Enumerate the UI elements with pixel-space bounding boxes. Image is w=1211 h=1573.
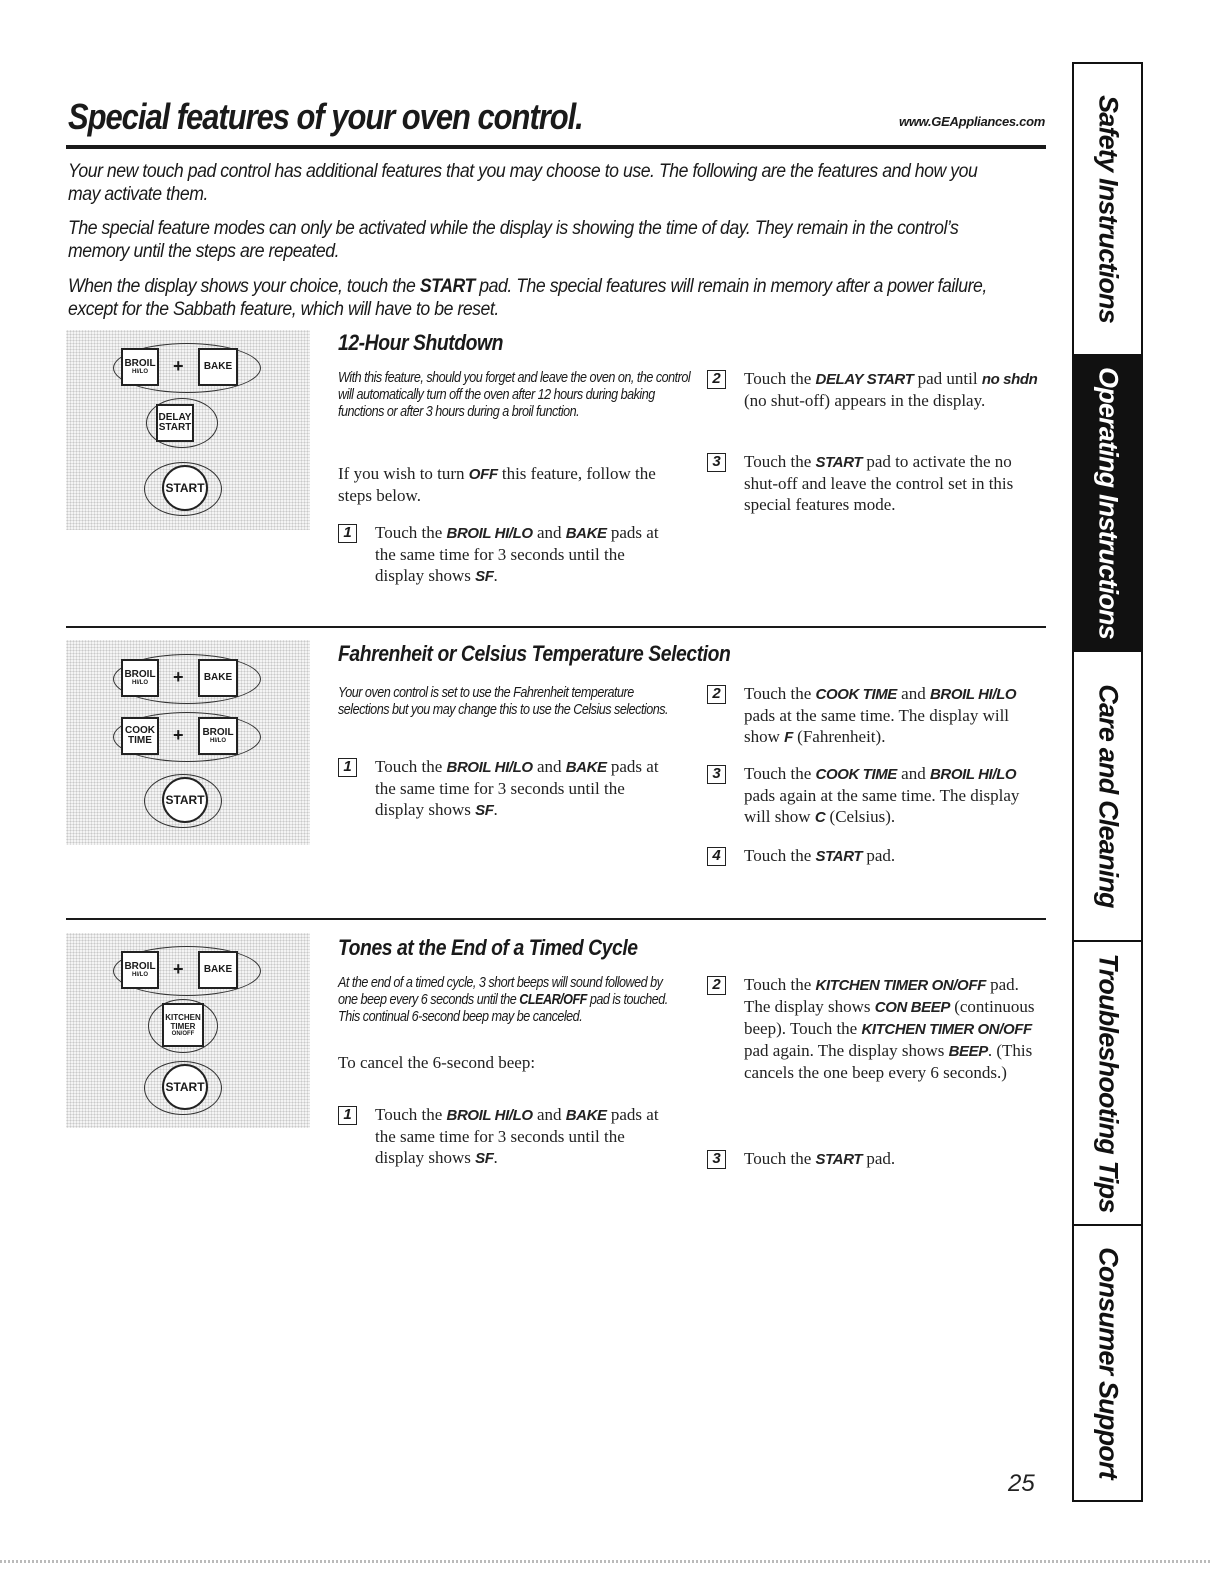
bake-pad: BAKE: [198, 951, 238, 989]
intro-paragraph-1: Your new touch pad control has additional features that you may choose to use. The following are the features and how you may activate them.: [68, 161, 978, 205]
start-pad: START: [162, 465, 208, 511]
broil-pad: BROIL HI/LO: [198, 717, 238, 755]
step-number: 3: [707, 765, 726, 784]
section-tabs: [1072, 62, 1143, 1502]
section-divider: [66, 626, 1046, 628]
page-number: 25: [1008, 1470, 1035, 1497]
scan-edge: [0, 1560, 1211, 1563]
section-lead: At the end of a timed cycle, 3 short beeps will sound followed by one beep every 6 seconds until the CLEAR/OFF pad is touched. This continual 6-second beep may be canceled.: [338, 974, 668, 1025]
plus-sign: +: [173, 667, 184, 687]
step-number: 2: [707, 685, 726, 704]
bake-pad: BAKE: [198, 659, 238, 697]
step-number: 4: [707, 847, 726, 866]
page-title: Special features of your oven control.: [68, 96, 583, 137]
section-divider: [66, 918, 1046, 920]
plus-sign: +: [173, 356, 184, 376]
step-text: Touch the BROIL HI/LO and BAKE pads at the same time for 3 seconds until the display shows SF.: [375, 523, 659, 585]
start-pad: START: [162, 777, 208, 823]
section-heading-temperature-selection: Fahrenheit or Celsius Temperature Selection: [338, 641, 731, 666]
delay-start-pad: DELAY START: [156, 404, 194, 442]
start-pad: START: [162, 1064, 208, 1110]
bake-pad: BAKE: [198, 348, 238, 386]
step-text: Touch the START pad.: [744, 846, 896, 865]
tab-troubleshooting-tips[interactable]: Troubleshooting Tips: [1074, 940, 1141, 1224]
plus-sign: +: [173, 725, 184, 745]
step-item: [338, 522, 659, 587]
step-item: [338, 756, 659, 821]
section-body: If you wish to turn OFF this feature, follow the steps below.: [338, 464, 656, 505]
website-url[interactable]: www.GEAppliances.com: [899, 114, 1045, 129]
section-heading-12-hour-shutdown: 12-Hour Shutdown: [338, 330, 504, 355]
step-text: Touch the BROIL HI/LO and BAKE pads at the same time for 3 seconds until the display shows SF.: [375, 757, 659, 819]
kitchen-timer-pad: KITCHEN TIMER ON/OFF: [162, 1003, 204, 1047]
step-number: 2: [707, 370, 726, 389]
tab-care-and-cleaning[interactable]: Care and Cleaning: [1074, 650, 1141, 940]
step-item: [707, 845, 1017, 867]
step-number: 1: [338, 1106, 357, 1125]
step-text: Touch the COOK TIME and BROIL HI/LO pads at the same time. The display will show F (Fahrenheit).: [744, 684, 1017, 746]
step-item: [707, 368, 1038, 411]
step-number: 1: [338, 524, 357, 543]
intro-paragraph-3: When the display shows your choice, touch the START pad. The special features will remain in memory after a power failure, except for the Sabbath feature, which will have to be reset.: [68, 276, 987, 320]
step-number: 3: [707, 453, 726, 472]
step-item: [707, 974, 1035, 1083]
broil-pad: BROIL HI/LO: [121, 348, 159, 386]
section-lead: Your oven control is set to use the Fahrenheit temperature selections but you may change this to use the Celsius selections.: [338, 684, 669, 718]
step-text: Touch the DELAY START pad until no shdn (no shut-off) appears in the display.: [744, 369, 1038, 410]
step-text: Touch the BROIL HI/LO and BAKE pads at the same time for 3 seconds until the display shows SF.: [375, 1105, 659, 1167]
step-number: 2: [707, 976, 726, 995]
tab-consumer-support[interactable]: Consumer Support: [1074, 1224, 1141, 1500]
broil-pad: BROIL HI/LO: [121, 951, 159, 989]
step-item: [707, 683, 1017, 748]
control-panel-illustration: [66, 933, 310, 1128]
intro-paragraph-2: The special feature modes can only be activated while the display is showing the time of day. They remain in the control’s memory until the steps are repeated.: [68, 218, 959, 262]
step-number: 3: [707, 1150, 726, 1169]
step-text: Touch the START pad.: [744, 1149, 896, 1168]
step-text: Touch the KITCHEN TIMER ON/OFF pad. The display shows CON BEEP (continuous beep). Touch the KITCHEN TIMER ON/OFF pad again. The display shows BEEP. (This cancels the one beep every 6 seconds.): [744, 975, 1035, 1082]
plus-sign: +: [173, 959, 184, 979]
step-item: [707, 451, 1017, 515]
step-number: 1: [338, 758, 357, 777]
step-text: Touch the START pad to activate the no shut-off and leave the control set in this special features mode.: [744, 452, 1014, 514]
step-item: [707, 763, 1020, 828]
tab-operating-instructions[interactable]: Operating Instructions: [1074, 354, 1141, 650]
control-panel-illustration: [66, 640, 310, 845]
section-body: To cancel the 6-second beep:: [338, 1053, 536, 1072]
tab-safety-instructions[interactable]: Safety Instructions: [1093, 95, 1123, 323]
cook-time-pad: COOK TIME: [121, 717, 159, 755]
header-rule: [66, 145, 1046, 149]
step-item: [338, 1104, 659, 1169]
broil-pad: BROIL HI/LO: [121, 659, 159, 697]
section-heading-tones: Tones at the End of a Timed Cycle: [338, 935, 638, 960]
section-lead: With this feature, should you forget and leave the oven on, the control will automatically turn off the oven after 12 hours during baking functions or after 3 hours during a broil function.: [338, 369, 691, 420]
control-panel-illustration: [66, 330, 310, 530]
step-text: Touch the COOK TIME and BROIL HI/LO pads again at the same time. The display will show C (Celsius).: [744, 764, 1020, 826]
step-item: [707, 1148, 1017, 1170]
